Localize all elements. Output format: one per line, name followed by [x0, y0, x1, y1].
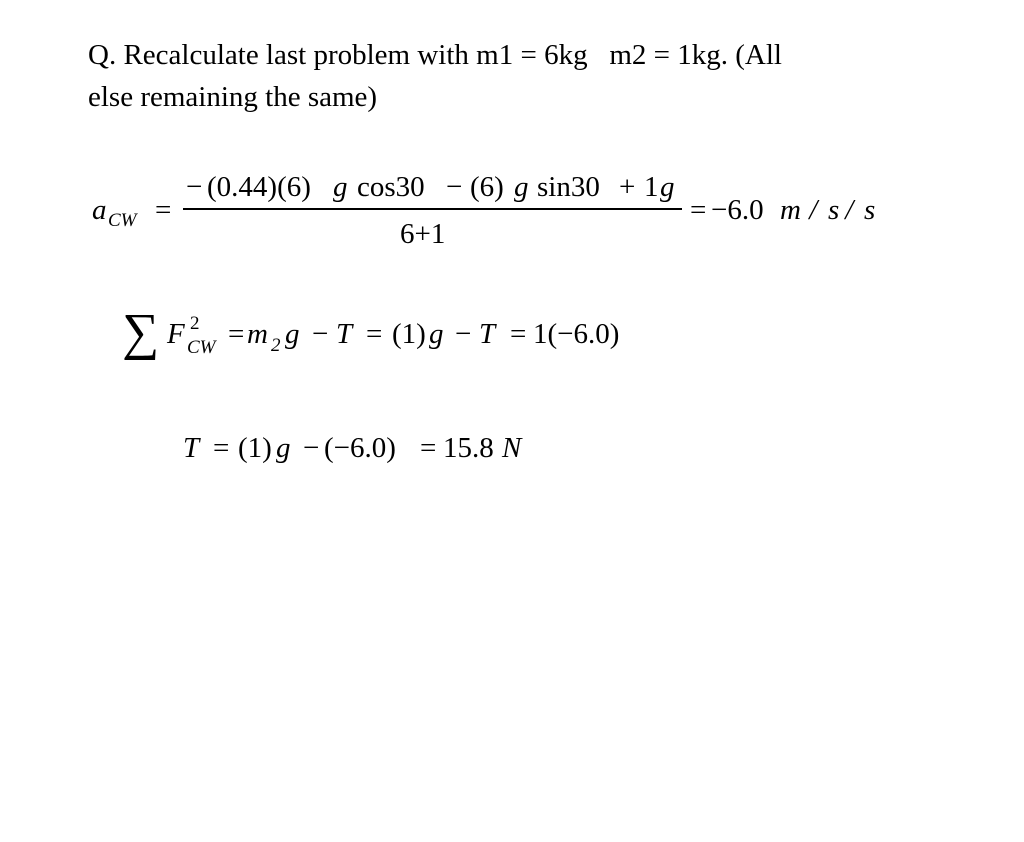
unit-slash-1: /	[802, 194, 825, 226]
tension-unit: N	[502, 432, 522, 464]
tension-mass-value: (1)	[238, 432, 272, 464]
tension-symbol-1: T	[336, 318, 353, 350]
force-symbol: F	[167, 318, 185, 350]
numerator-cos30: cos30	[357, 171, 425, 203]
tension-minus: −	[303, 432, 320, 464]
forces-g-2: g	[429, 318, 444, 350]
numerator-mass-coefficient: (6)	[470, 171, 504, 203]
forces-equals-3: =	[510, 318, 527, 350]
mass-symbol: m	[247, 318, 268, 350]
mass-subscript: 2	[271, 335, 281, 356]
acceleration-subscript: CW	[108, 210, 137, 231]
unit-s-2: s	[864, 194, 876, 226]
forces-mass-value: (1)	[392, 318, 426, 350]
acceleration-symbol: a	[92, 194, 107, 226]
summation-symbol: ∑	[122, 304, 160, 361]
question-line-2: else remaining the same)	[88, 81, 378, 113]
forces-g-1: g	[285, 318, 300, 350]
force-subscript: CW	[187, 337, 216, 358]
numerator-minus: −	[446, 171, 463, 203]
tension-equals-2: =	[420, 432, 437, 464]
tension-symbol: T	[183, 432, 200, 464]
force-superscript: 2	[190, 313, 200, 334]
tension-g: g	[276, 432, 291, 464]
forces-minus-2: −	[455, 318, 472, 350]
numerator-mass2-coefficient: 1	[644, 171, 659, 203]
forces-equals-2: =	[366, 318, 383, 350]
question-line-1: Q. Recalculate last problem with m1 = 6kg m2 = 1kg. (All	[88, 39, 782, 71]
tension-value: 15.8	[443, 432, 494, 464]
acceleration-value: −6.0	[711, 194, 764, 226]
forces-minus-1: −	[312, 318, 329, 350]
forces-rhs: 1(−6.0)	[533, 318, 620, 350]
numerator-plus: +	[619, 171, 636, 203]
unit-s-1: s	[828, 194, 840, 226]
numerator-g-2: g	[514, 171, 529, 203]
unit-m: m	[780, 194, 801, 226]
forces-equals-1: =	[228, 318, 245, 350]
numerator-negative-sign: −	[186, 171, 203, 203]
tension-symbol-2: T	[479, 318, 496, 350]
numerator-g-3: g	[660, 171, 675, 203]
result-equals: =	[690, 194, 707, 226]
denominator: 6+1	[400, 218, 446, 250]
acceleration-equals: =	[155, 194, 172, 226]
numerator-g-1: g	[333, 171, 348, 203]
tension-acceleration-term: (−6.0)	[324, 432, 396, 464]
unit-slash-2: /	[838, 194, 861, 226]
numerator-sin30: sin30	[537, 171, 600, 203]
tension-equals-1: =	[213, 432, 230, 464]
numerator-friction-coefficient: (0.44)(6)	[207, 171, 311, 203]
